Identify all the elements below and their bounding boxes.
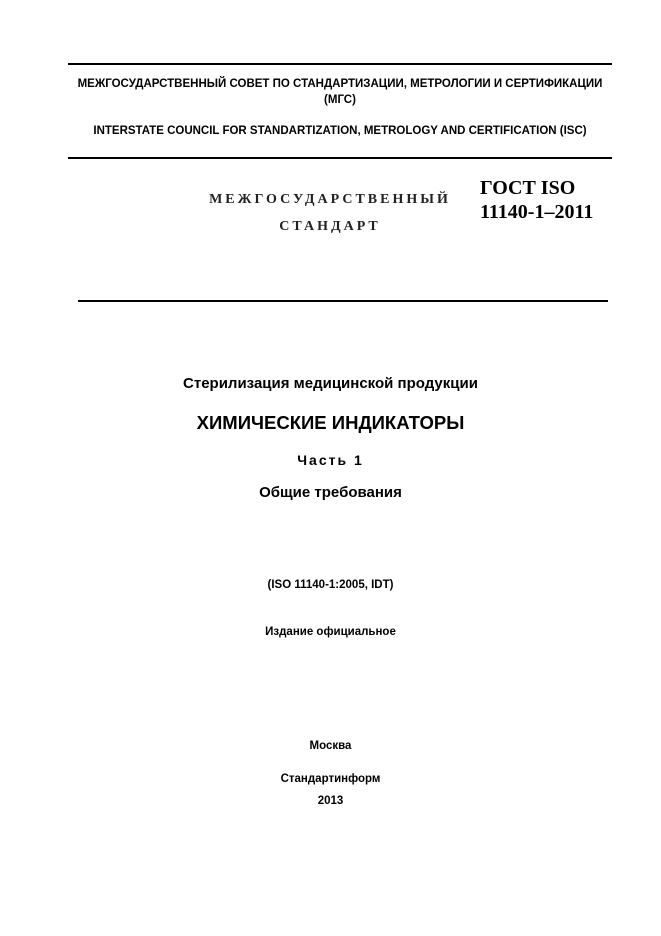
imprint-year: 2013 <box>317 795 344 807</box>
standard-rule <box>78 300 608 302</box>
council-name-ru: МЕЖГОСУДАРСТВЕННЫЙ СОВЕТ ПО СТАНДАРТИЗАЦИИ, МЕТРОЛОГИИ И СЕРТИФИКАЦИИ (МГС) <box>77 78 603 106</box>
header-rule <box>68 157 612 159</box>
iso-reference: (ISO 11140-1:2005, IDT) <box>267 579 394 591</box>
imprint-publisher: Стандартинформ <box>280 773 381 785</box>
standard-type-line2: СТАНДАРТ <box>279 219 381 234</box>
title-main: ХИМИЧЕСКИЕ ИНДИКАТОРЫ <box>196 412 465 433</box>
council-name-en: INTERSTATE COUNCIL FOR STANDARTIZATION, METROLOGY AND CERTIFICATION (ISC) <box>93 125 587 137</box>
title-part: Часть 1 <box>297 452 364 468</box>
standard-type-line1: МЕЖГОСУДАРСТВЕННЫЙ <box>209 192 451 207</box>
title-part-name: Общие требования <box>259 484 402 501</box>
top-rule <box>68 63 612 65</box>
edition-label: Издание официальное <box>265 626 396 638</box>
imprint-city: Москва <box>309 740 352 752</box>
title-subject: Стерилизация медицинской продукции <box>183 375 478 392</box>
standard-code: ГОСТ ISO 11140-1–2011 <box>480 177 594 223</box>
